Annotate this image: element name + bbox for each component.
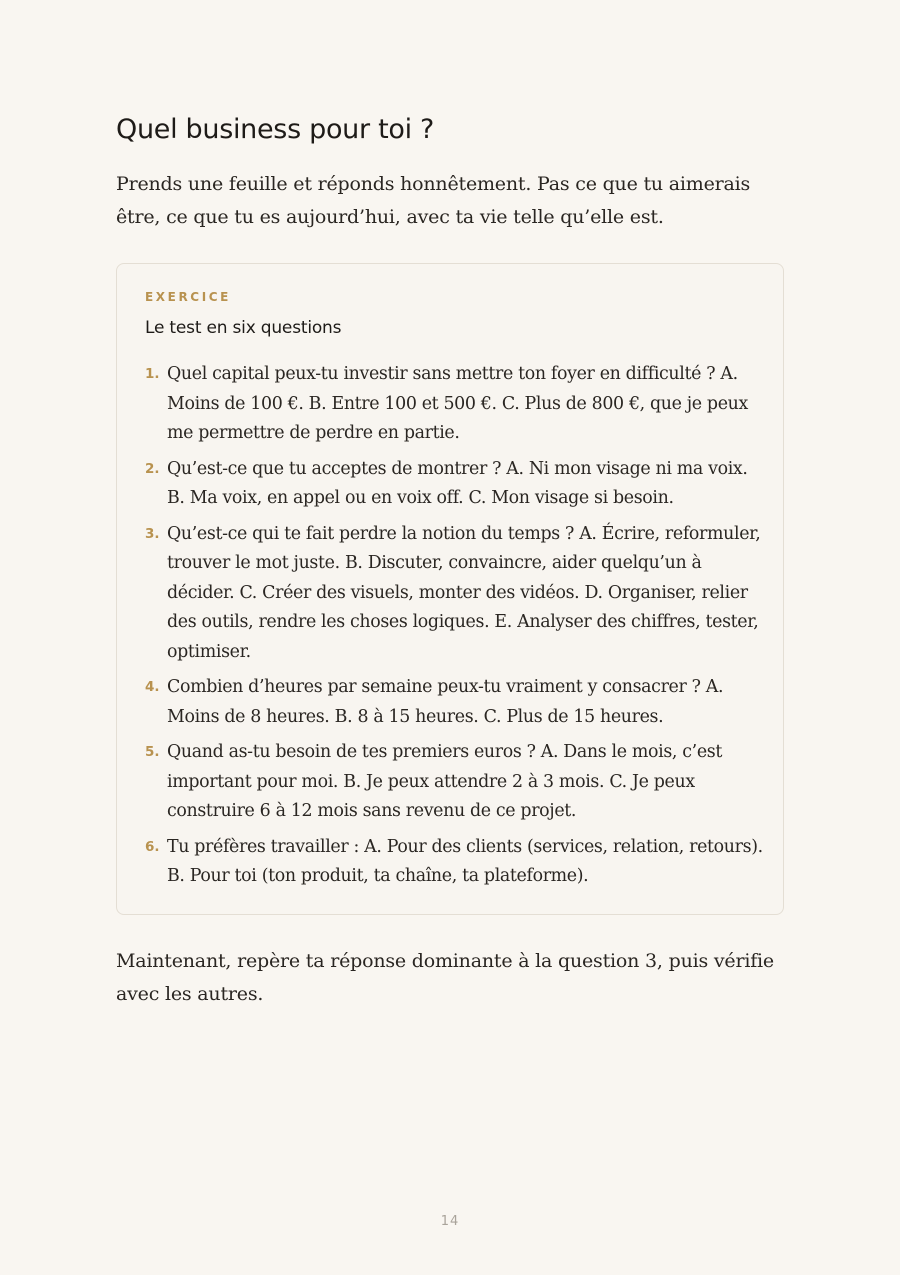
- question-item: [145, 520, 763, 668]
- question-item: [145, 455, 763, 514]
- question-text: Quel capital peux-tu investir sans mettre ton foyer en difficulté ? A. Moins de 100 €. B. Entre 100 et 500 €. C. Plus de 800 €, que je peux me permettre de perdre en partie.: [167, 364, 748, 443]
- page-number: 14: [440, 1214, 460, 1229]
- question-item: [145, 360, 763, 449]
- question-list: [145, 360, 763, 892]
- question-number: 3.: [145, 525, 160, 542]
- question-text: Quand as-tu besoin de tes premiers euros ? A. Dans le mois, c’est important pour moi. B. Je peux attendre 2 à 3 mois. C. Je peux construire 6 à 12 mois sans revenu de ce projet.: [167, 742, 722, 821]
- question-text: Qu’est-ce que tu acceptes de montrer ? A. Ni mon visage ni ma voix. B. Ma voix, en appel ou en voix off. C. Mon visage si besoin.: [167, 458, 748, 508]
- question-item: [145, 673, 763, 732]
- question-number: 2.: [145, 460, 160, 477]
- exercise-title: Le test en six questions: [145, 318, 342, 338]
- exercise-label: EXERCICE: [145, 290, 231, 304]
- question-text: Tu préfères travailler : A. Pour des clients (services, relation, retours). B. Pour toi (ton produit, ta chaîne, ta plateforme).: [167, 836, 763, 886]
- question-item: [145, 833, 763, 892]
- question-number: 1.: [145, 366, 160, 382]
- page-content: [116, 112, 784, 1011]
- question-number: 4.: [145, 679, 160, 695]
- question-text: Combien d’heures par semaine peux-tu vraiment y consacrer ? A. Moins de 8 heures. B. 8 à 15 heures. C. Plus de 15 heures.: [167, 677, 724, 727]
- intro-paragraph: Prends une feuille et réponds honnêtement. Pas ce que tu aimerais être, ce que tu es aujourd’hui, avec ta vie telle qu’elle est.: [116, 173, 751, 228]
- question-text: Qu’est-ce qui te fait perdre la notion du temps ? A. Écrire, reformuler, trouver le mot juste. B. Discuter, convaincre, aider quelqu’un à décider. C. Créer des visuels, monter des vidéos. D. Organiser, relier des outils, rendre les choses logiques. E. Analyser des chiffres, tester, optimiser.: [167, 523, 761, 662]
- question-number: 5.: [145, 744, 160, 760]
- question-number: 6.: [145, 838, 160, 855]
- page-title: Quel business pour toi ?: [116, 114, 435, 145]
- exercise-box: [116, 263, 784, 915]
- question-item: [145, 738, 763, 827]
- outro-paragraph: Maintenant, repère ta réponse dominante à la question 3, puis vérifie avec les autres.: [116, 949, 774, 1005]
